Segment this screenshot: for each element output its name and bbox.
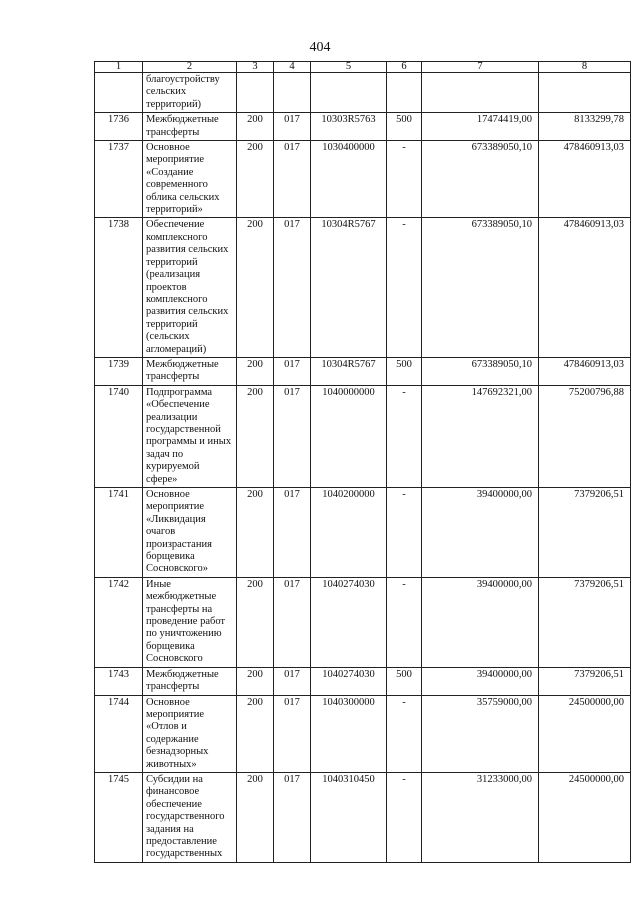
row-target-article-cell: 1040000000 xyxy=(311,385,387,487)
row-name-cell: Основное мероприятие «Создание современного облика сельских территорий» xyxy=(143,141,237,218)
row-amount-planned-cell xyxy=(422,73,539,113)
row-section-cell: 200 xyxy=(237,488,274,578)
row-code-cell: 017 xyxy=(274,667,311,695)
row-number-cell: 1742 xyxy=(95,577,143,667)
row-target-article-cell: 1030400000 xyxy=(311,141,387,218)
row-name-cell: Субсидии на финансовое обеспечение государственного задания на предоставление государственных xyxy=(143,772,237,862)
table-row xyxy=(95,488,631,578)
row-section-cell: 200 xyxy=(237,772,274,862)
row-section-cell: 200 xyxy=(237,695,274,772)
row-code-cell: 017 xyxy=(274,357,311,385)
row-number-cell: 1740 xyxy=(95,385,143,487)
table-row xyxy=(95,141,631,218)
row-amount-planned-cell: 673389050,10 xyxy=(422,141,539,218)
header-cell-3: 3 xyxy=(237,62,274,73)
table-row xyxy=(95,772,631,862)
row-expense-type-cell: - xyxy=(387,772,422,862)
table-row xyxy=(95,577,631,667)
row-expense-type-cell: - xyxy=(387,695,422,772)
header-cell-1: 1 xyxy=(95,62,143,73)
row-name-cell: Подпрограмма «Обеспечение реализации государственной программы и иных задач по курируемой сфере» xyxy=(143,385,237,487)
page-number: 404 xyxy=(309,40,331,55)
row-expense-type-cell: - xyxy=(387,385,422,487)
row-number-cell: 1739 xyxy=(95,357,143,385)
row-number-cell xyxy=(95,73,143,113)
row-amount-planned-cell: 39400000,00 xyxy=(422,488,539,578)
table-row xyxy=(95,385,631,487)
row-section-cell: 200 xyxy=(237,113,274,141)
row-expense-type-cell: - xyxy=(387,577,422,667)
row-target-article-cell: 1040274030 xyxy=(311,667,387,695)
row-amount-planned-cell: 39400000,00 xyxy=(422,577,539,667)
row-amount-planned-cell: 673389050,10 xyxy=(422,218,539,357)
row-amount-planned-cell: 17474419,00 xyxy=(422,113,539,141)
row-name-cell: Основное мероприятие «Ликвидация очагов произрастания борщевика Сосновского» xyxy=(143,488,237,578)
row-amount-planned-cell: 35759000,00 xyxy=(422,695,539,772)
row-expense-type-cell: - xyxy=(387,488,422,578)
row-target-article-cell: 1040300000 xyxy=(311,695,387,772)
row-amount-executed-cell: 75200796,88 xyxy=(539,385,631,487)
row-amount-executed-cell: 7379206,51 xyxy=(539,667,631,695)
row-amount-executed-cell: 478460913,03 xyxy=(539,141,631,218)
row-expense-type-cell xyxy=(387,73,422,113)
row-amount-executed-cell: 7379206,51 xyxy=(539,577,631,667)
row-name-cell: Межбюджетные трансферты xyxy=(143,113,237,141)
row-amount-executed-cell: 478460913,03 xyxy=(539,218,631,357)
row-number-cell: 1738 xyxy=(95,218,143,357)
row-amount-planned-cell: 31233000,00 xyxy=(422,772,539,862)
row-name-cell: Обеспечение комплексного развития сельских территорий (реализация проектов комплексного развития сельских территорий (сельских агломераций) xyxy=(143,218,237,357)
header-cell-2: 2 xyxy=(143,62,237,73)
row-target-article-cell: 10304R5767 xyxy=(311,218,387,357)
row-code-cell: 017 xyxy=(274,218,311,357)
header-cell-4: 4 xyxy=(274,62,311,73)
row-number-cell: 1744 xyxy=(95,695,143,772)
row-target-article-cell: 1040274030 xyxy=(311,577,387,667)
row-expense-type-cell: 500 xyxy=(387,357,422,385)
row-target-article-cell xyxy=(311,73,387,113)
row-name-cell: Межбюджетные трансферты xyxy=(143,357,237,385)
row-amount-executed-cell: 24500000,00 xyxy=(539,695,631,772)
row-expense-type-cell: 500 xyxy=(387,113,422,141)
row-section-cell: 200 xyxy=(237,577,274,667)
row-target-article-cell: 1040200000 xyxy=(311,488,387,578)
table-row xyxy=(95,667,631,695)
row-code-cell: 017 xyxy=(274,113,311,141)
row-section-cell: 200 xyxy=(237,218,274,357)
row-target-article-cell: 10303R5763 xyxy=(311,113,387,141)
row-name-cell: Иные межбюджетные трансферты на проведение работ по уничтожению борщевика Сосновского xyxy=(143,577,237,667)
row-expense-type-cell: - xyxy=(387,218,422,357)
row-code-cell: 017 xyxy=(274,695,311,772)
row-number-cell: 1743 xyxy=(95,667,143,695)
row-section-cell: 200 xyxy=(237,667,274,695)
row-amount-executed-cell: 8133299,78 xyxy=(539,113,631,141)
row-target-article-cell: 10304R5767 xyxy=(311,357,387,385)
row-code-cell: 017 xyxy=(274,772,311,862)
row-amount-executed-cell: 24500000,00 xyxy=(539,772,631,862)
row-code-cell: 017 xyxy=(274,385,311,487)
row-number-cell: 1736 xyxy=(95,113,143,141)
row-code-cell: 017 xyxy=(274,488,311,578)
row-number-cell: 1745 xyxy=(95,772,143,862)
header-cell-7: 7 xyxy=(422,62,539,73)
budget-table xyxy=(94,61,631,863)
row-target-article-cell: 1040310450 xyxy=(311,772,387,862)
header-row xyxy=(95,62,631,73)
row-number-cell: 1737 xyxy=(95,141,143,218)
table-row xyxy=(95,113,631,141)
row-expense-type-cell: 500 xyxy=(387,667,422,695)
row-section-cell xyxy=(237,73,274,113)
row-amount-executed-cell xyxy=(539,73,631,113)
row-code-cell: 017 xyxy=(274,577,311,667)
table-row xyxy=(95,357,631,385)
row-code-cell: 017 xyxy=(274,141,311,218)
row-amount-executed-cell: 7379206,51 xyxy=(539,488,631,578)
row-amount-planned-cell: 673389050,10 xyxy=(422,357,539,385)
row-name-cell: Межбюджетные трансферты xyxy=(143,667,237,695)
header-cell-8: 8 xyxy=(539,62,631,73)
row-name-cell: Основное мероприятие «Отлов и содержание безнадзорных животных» xyxy=(143,695,237,772)
table-row xyxy=(95,218,631,357)
row-amount-planned-cell: 39400000,00 xyxy=(422,667,539,695)
row-expense-type-cell: - xyxy=(387,141,422,218)
header-cell-5: 5 xyxy=(311,62,387,73)
row-section-cell: 200 xyxy=(237,357,274,385)
row-number-cell: 1741 xyxy=(95,488,143,578)
row-code-cell xyxy=(274,73,311,113)
row-section-cell: 200 xyxy=(237,141,274,218)
row-amount-executed-cell: 478460913,03 xyxy=(539,357,631,385)
table-row xyxy=(95,73,631,113)
row-name-cell: благоустройству сельских территорий) xyxy=(143,73,237,113)
row-section-cell: 200 xyxy=(237,385,274,487)
header-cell-6: 6 xyxy=(387,62,422,73)
table-row xyxy=(95,695,631,772)
row-amount-planned-cell: 147692321,00 xyxy=(422,385,539,487)
